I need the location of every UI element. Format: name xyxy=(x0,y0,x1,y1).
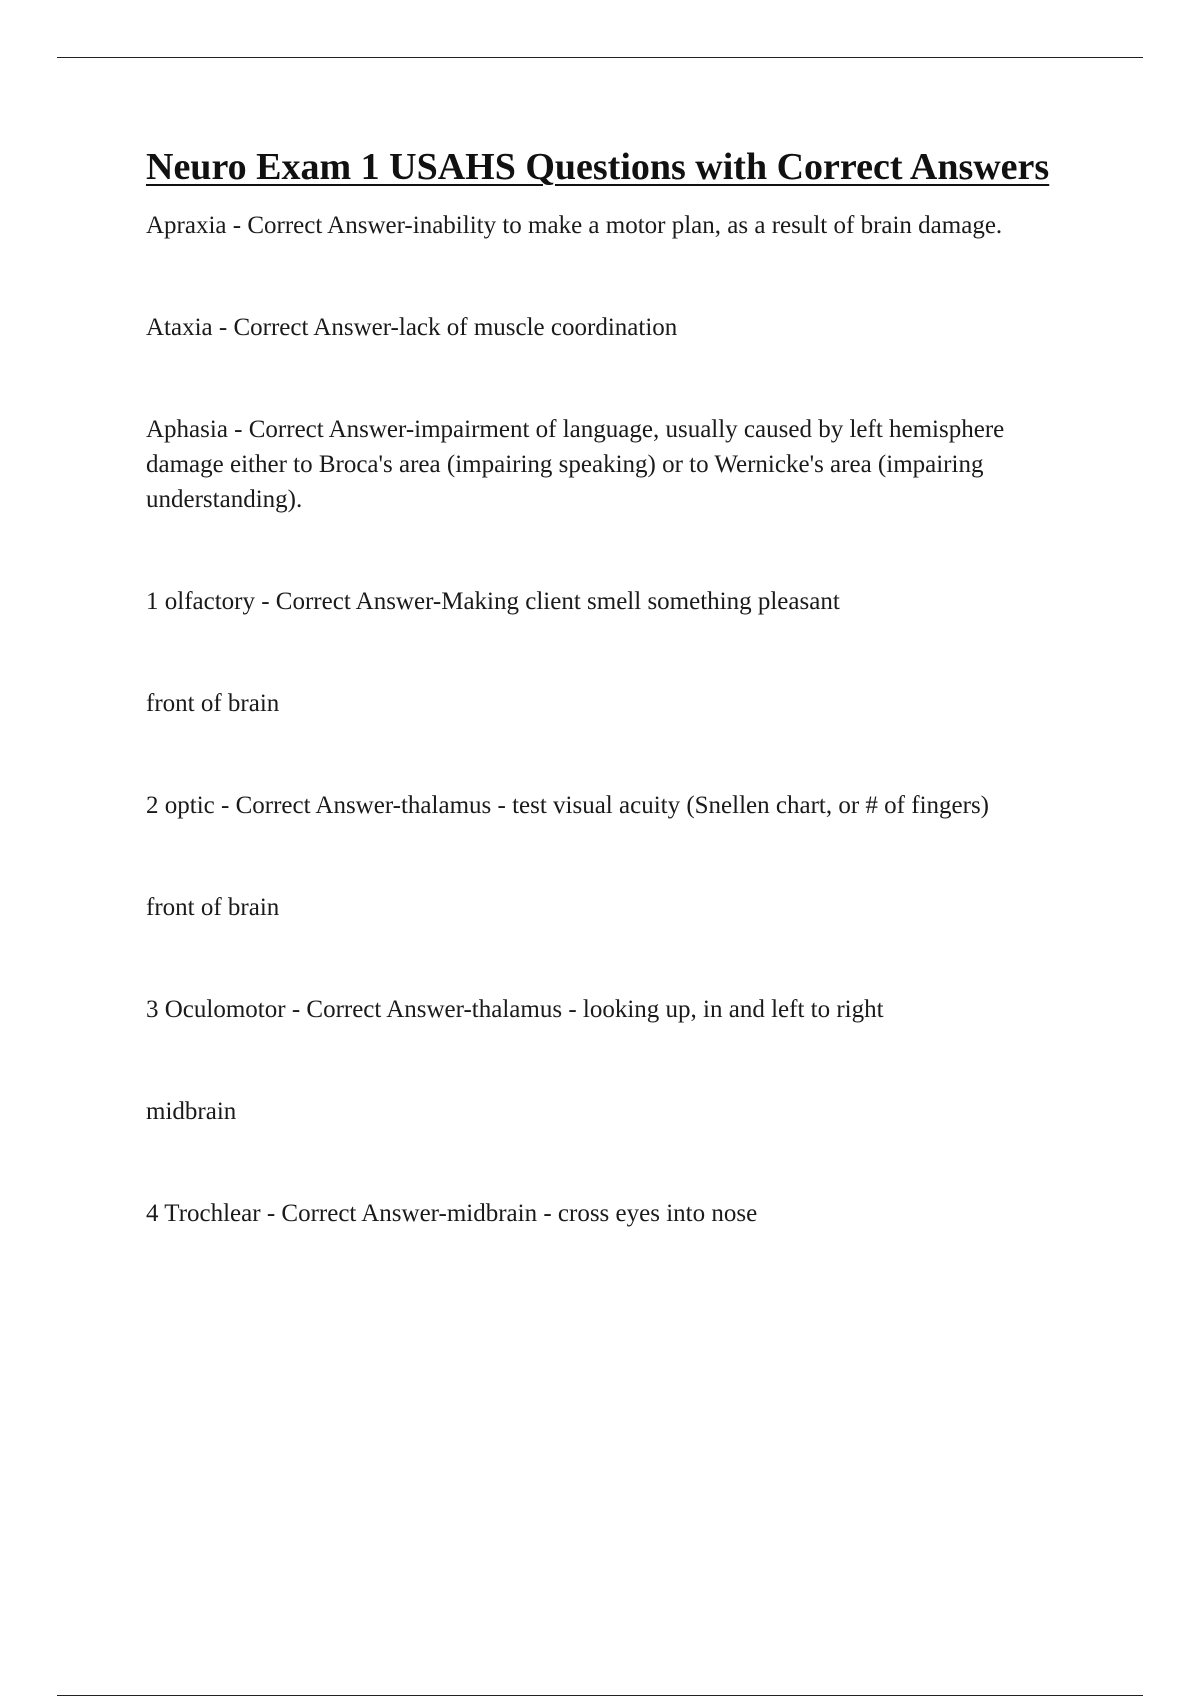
qa-entry: 4 Trochlear - Correct Answer-midbrain - cross eyes into nose xyxy=(146,1200,758,1227)
qa-entry: midbrain xyxy=(146,1098,237,1125)
header-rule xyxy=(57,57,1143,58)
qa-list xyxy=(146,208,1081,1231)
footer-rule xyxy=(57,1695,1143,1696)
qa-entry: 3 Oculomotor - Correct Answer-thalamus - looking up, in and left to right xyxy=(146,996,884,1023)
qa-entry: Apraxia - Correct Answer-inability to make a motor plan, as a result of brain damage. xyxy=(146,212,1003,239)
qa-entry: 2 optic - Correct Answer-thalamus - test visual acuity (Snellen chart, or # of fingers) xyxy=(146,792,990,819)
qa-entry: front of brain xyxy=(146,690,280,717)
qa-entry: front of brain xyxy=(146,894,280,921)
qa-entry: 1 olfactory - Correct Answer-Making client smell something pleasant xyxy=(146,588,840,615)
document-body xyxy=(146,142,1081,1231)
qa-entry: Aphasia - Correct Answer-impairment of language, usually caused by left hemisphere damage either to Broca's area (impairing speaking) or to Wernicke's area (impairing understanding). xyxy=(146,416,1005,513)
document-title: Neuro Exam 1 USAHS Questions with Correct Answers xyxy=(146,146,1050,188)
qa-entry: Ataxia - Correct Answer-lack of muscle coordination xyxy=(146,314,678,341)
